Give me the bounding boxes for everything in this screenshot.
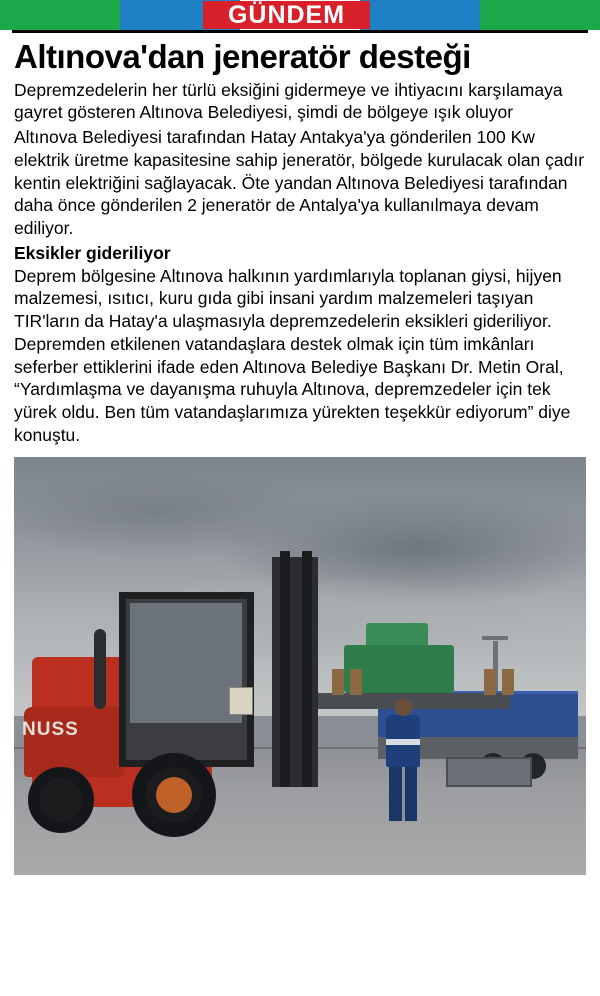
load-beam-3 xyxy=(484,669,496,695)
forklift-exhaust-pipe xyxy=(94,629,106,709)
forklift-license-plate xyxy=(229,687,253,715)
forklift-front-hub xyxy=(156,777,192,813)
article-paragraph-1: Altınova Belediyesi tarafından Hatay Antakya'ya gönderilen 100 Kw elektrik üretme kapasitesine sahip jeneratör, bölgede kurulacak olan çadır kentin elektriğini sağlayacak. Öte yandan Altınova Belediyesi tarafından daha önce gönderilen 2 jeneratör de Antalya'ya kullanılmaya devam ediliyor. xyxy=(14,127,585,239)
masthead-color-band xyxy=(0,0,600,30)
load-beam-2 xyxy=(350,669,362,695)
page-footer-margin xyxy=(0,984,600,996)
forklift-rear-wheel xyxy=(28,767,94,833)
forklift-mast-rail-right xyxy=(302,551,312,787)
load-beam-4 xyxy=(502,669,514,695)
forklift-brand-text: NUSS xyxy=(22,718,79,740)
article-lede: Depremzedelerin her türlü eksiğini gidermeye ve ihtiyacını karşılamaya gayret gösteren Altınova Belediyesi, şimdi de bölgeye ışık oluyor xyxy=(14,79,563,123)
section-label-gundem: GÜNDEM xyxy=(203,1,370,29)
band-segment-green xyxy=(0,0,120,30)
worker-head xyxy=(395,699,412,716)
header-divider-rule xyxy=(12,30,588,33)
forklift-engine-hood xyxy=(24,707,124,777)
forklift-mast-rail-left xyxy=(280,551,290,787)
article-photo xyxy=(14,457,586,875)
band-segment-green-right xyxy=(480,0,600,30)
band-segment-blue-right xyxy=(360,0,480,30)
article-body xyxy=(0,39,600,447)
page-title: Altınova'dan jeneratör desteği xyxy=(14,38,471,75)
load-beam-1 xyxy=(332,669,344,695)
article-subheading: Eksikler gideriliyor xyxy=(14,242,171,263)
article-paragraph-2: Deprem bölgesine Altınova halkının yardımlarıyla toplanan giysi, hijyen malzemesi, ısıtıcı, kuru gıda gibi insani yardım malzemeleri taşıyan TIR'ların da Hatay'a ulaşmasıyla depremzedelerin eksikleri gideriliyor. Depremden etkilenen vatandaşlara destek olmak için tüm imkânları seferber ettiklerini ifade eden Altınova Belediye Başkanı Dr. Metin Oral, “Yardımlaşma ve dayanışma ruhuyla Altınova, depremzedeler için tek yürek oldu. Ben tüm vatandaşlarımıza yürekten teşekkür ediyorum” diye konuştu. xyxy=(14,265,571,445)
forklift-cab-window xyxy=(130,603,242,723)
forklift-attachment-blade xyxy=(446,757,532,787)
worker-hi-vis-stripe xyxy=(386,739,420,745)
worker-leg-gap xyxy=(402,765,405,821)
